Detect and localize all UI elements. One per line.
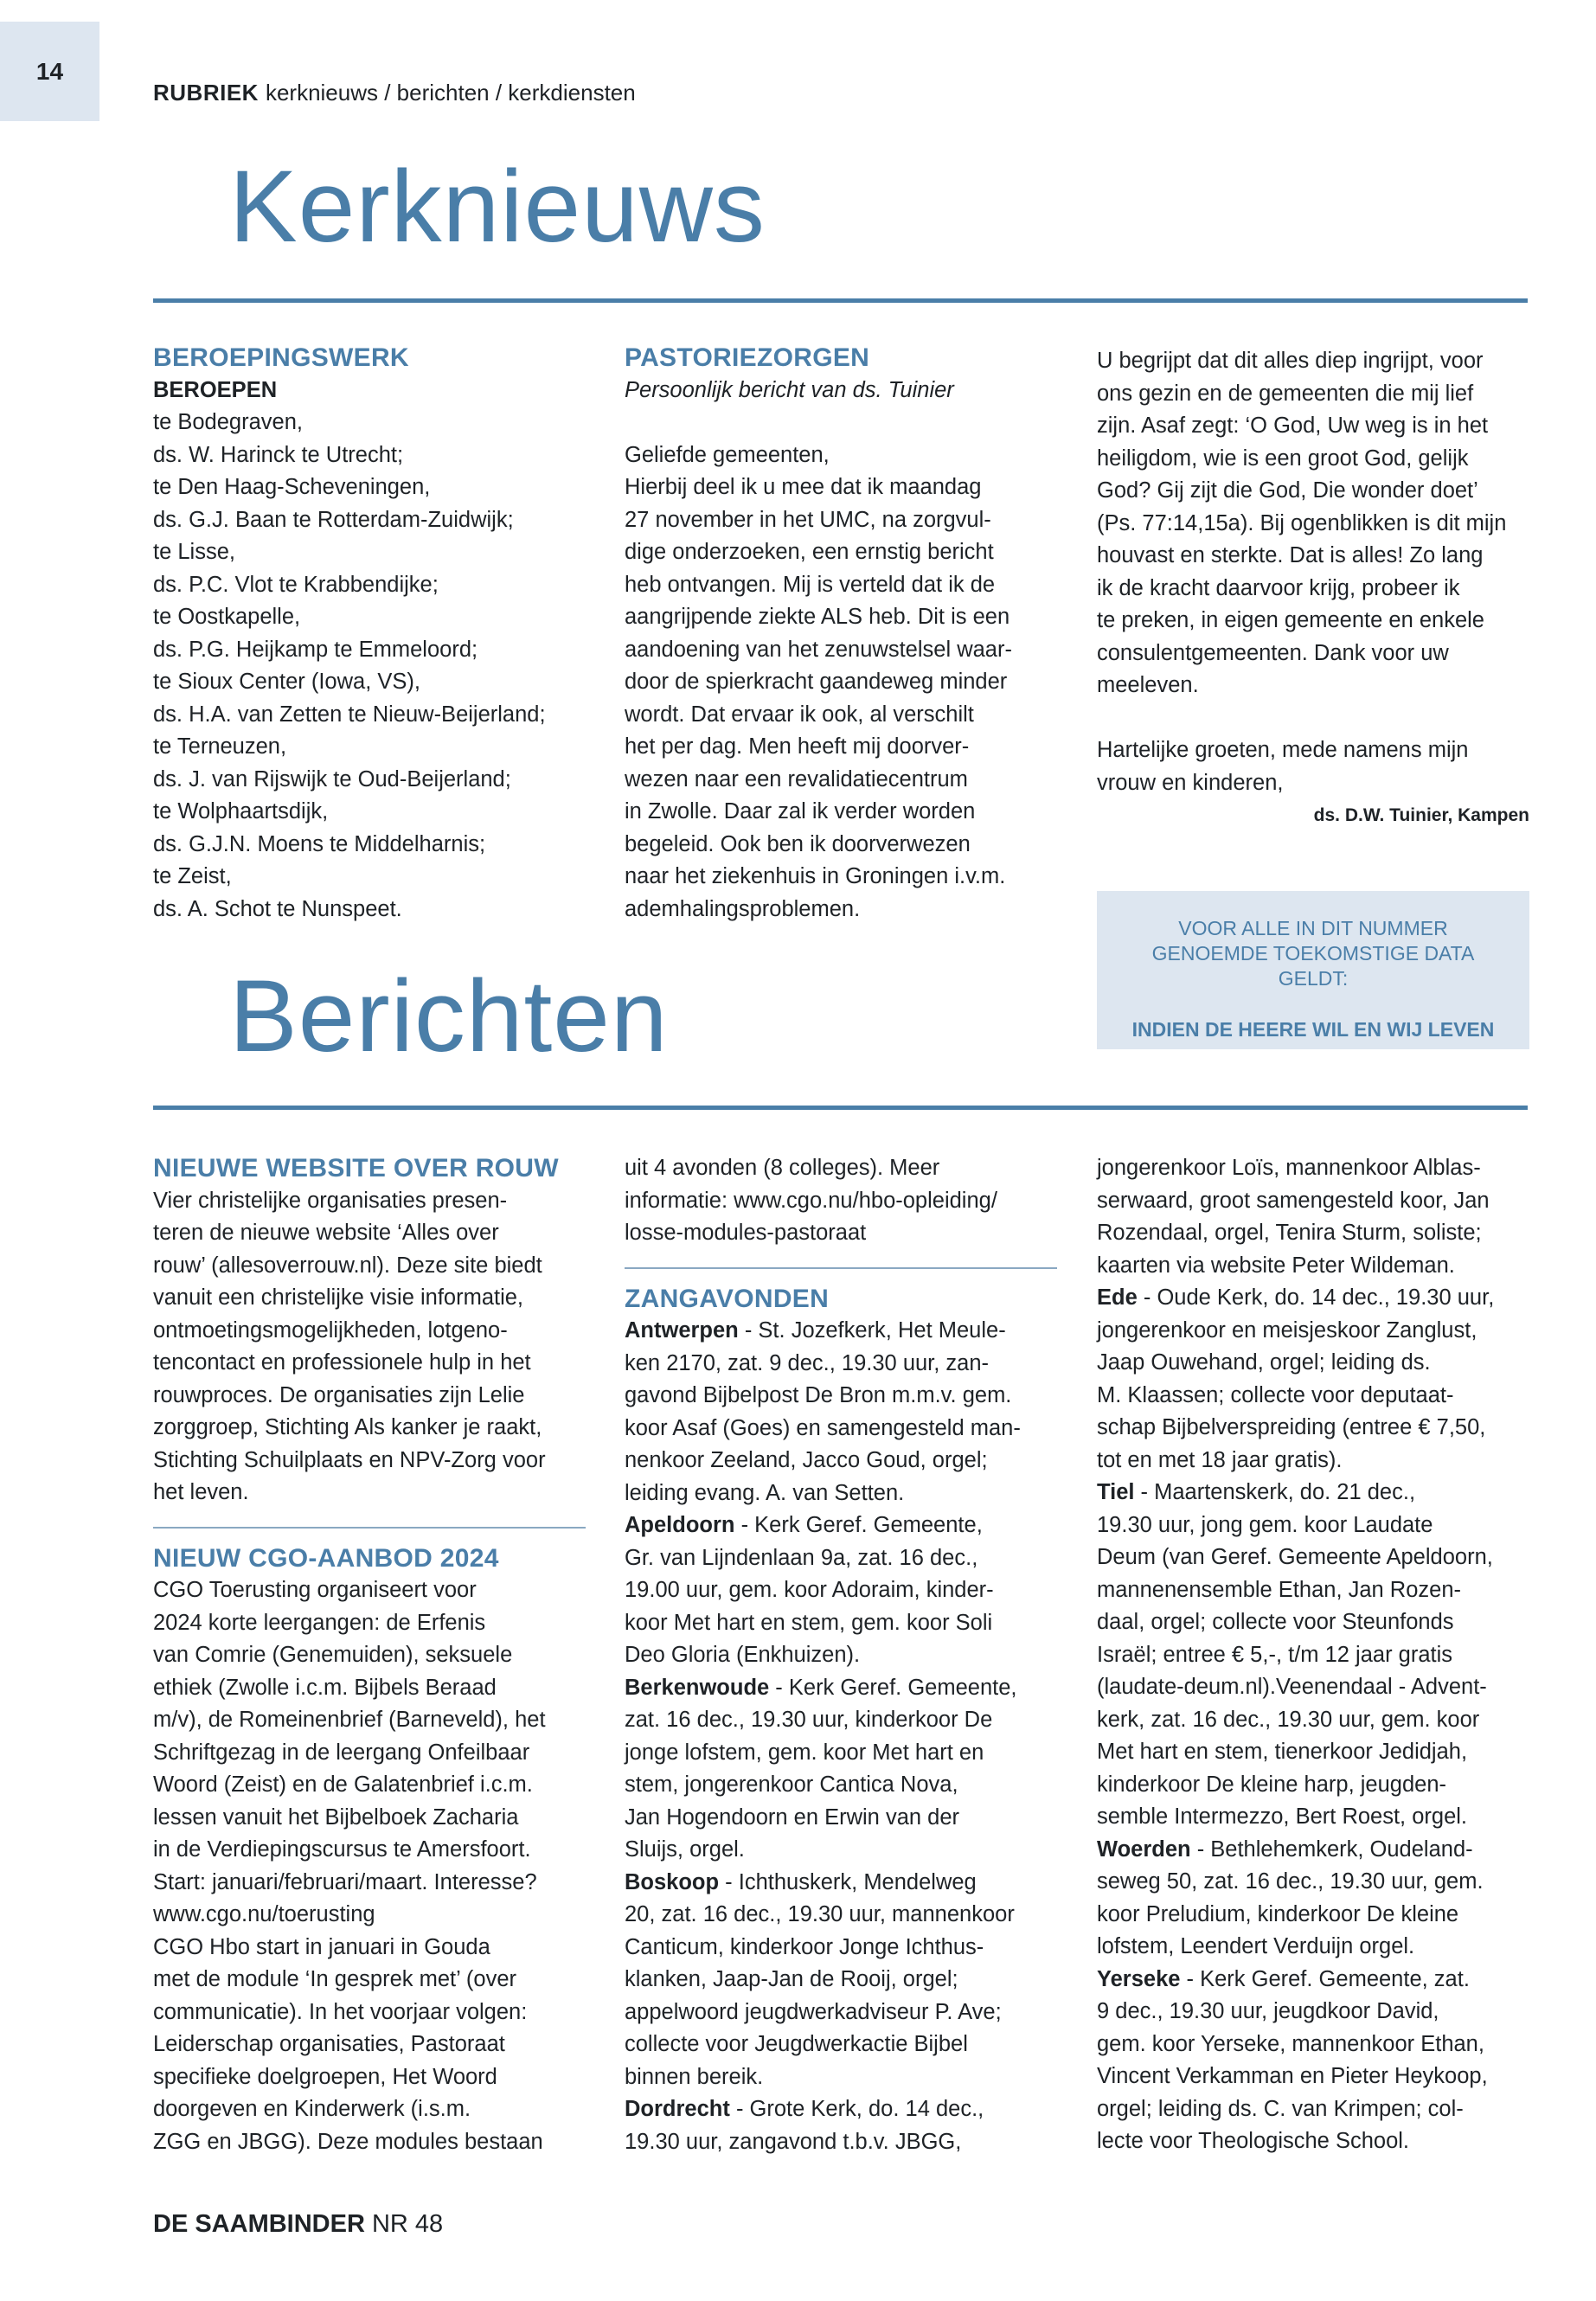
text-line: rouw’ (allesoverrouw.nl). Deze site biedt <box>153 1253 542 1278</box>
text-line <box>1097 1671 1529 1704</box>
text-line: Vier christelijke organisaties presen- <box>153 1188 508 1213</box>
beroep-line: te Lisse, <box>153 540 235 564</box>
beroepingswerk-column <box>153 342 586 926</box>
text-line: ethiek (Zwolle i.c.m. Bijbels Beraad <box>153 1675 497 1700</box>
text-line <box>1097 1931 1529 1964</box>
text-line <box>1097 1477 1529 1509</box>
text-line <box>625 2093 1057 2126</box>
text-line: heiligdom, wie is een groot God, gelijk <box>1097 445 1469 471</box>
text-line: ons gezin en de gemeenten die mij lief <box>1097 381 1474 406</box>
text-line: doorgeven en Kinderwerk (i.s.m. <box>153 2097 471 2121</box>
line-text: kinderkoor De kleine harp, jeugden- <box>1097 1772 1446 1797</box>
rubriek-path: kerknieuws / berichten / kerkdiensten <box>265 80 636 106</box>
text-line: aangrijpende ziekte ALS heb. Dit is een <box>625 605 1010 629</box>
text-line <box>625 1672 1057 1705</box>
text-line <box>625 1574 1057 1607</box>
line-text: Jaap Ouwehand, orgel; leiding ds. <box>1097 1350 1431 1375</box>
text-line: ademhalingsproblemen. <box>625 896 861 921</box>
line-text: - St. Jozefkerk, Het Meule- <box>738 1318 1006 1343</box>
line-text: tot en met 18 jaar gratis). <box>1097 1447 1343 1472</box>
line-text: stem, jongerenkoor Cantica Nova, <box>625 1772 958 1797</box>
text-line <box>1097 1380 1529 1413</box>
line-text: Jan Hogendoorn en Erwin van der <box>625 1804 959 1830</box>
footer <box>153 2210 443 2239</box>
text-line: informatie: www.cgo.nu/hbo-opleiding/ <box>625 1188 997 1213</box>
text-line: dige onderzoeken, een ernstig bericht <box>625 540 994 564</box>
line-text: gavond Bijbelpost De Bron m.m.v. gem. <box>625 1383 1012 1407</box>
text-line: naar het ziekenhuis in Groningen i.v.m. <box>625 864 1006 888</box>
text-line <box>1097 1217 1529 1250</box>
line-text: 9 dec., 19.30 uur, jeugdkoor David, <box>1097 1999 1439 2023</box>
cgo-continued-body <box>625 1152 1057 1250</box>
text-line: wezen naar een revalidatiecentrum <box>625 766 968 792</box>
signature: ds. D.W. Tuinier, Kampen <box>1313 805 1529 825</box>
beroep-line: te Zeist, <box>153 864 232 888</box>
text-line <box>1097 2061 1529 2093</box>
text-line <box>625 1997 1057 2029</box>
text-line: 27 november in het UMC, na zorgvul- <box>625 507 991 532</box>
line-text: Deo Gloria (Enkhuizen). <box>625 1643 861 1667</box>
text-line: wordt. Dat ervaar ik ook, al verschilt <box>625 702 974 727</box>
cgo-body <box>153 1574 586 2158</box>
text-line <box>1097 1996 1529 2029</box>
line-text: lecte voor Theologische School. <box>1097 2129 1409 2153</box>
beroep-line: te Den Haag-Scheveningen, <box>153 475 431 499</box>
text-line: (Ps. 77:14,15a). Bij ogenblikken is dit mijn <box>1097 510 1507 535</box>
line-text: ken 2170, zat. 9 dec., 19.30 uur, zan- <box>625 1350 990 1375</box>
line-text: zat. 16 dec., 19.30 uur, kinderkoor De <box>625 1708 993 1732</box>
beroep-line: te Oostkapelle, <box>153 605 301 629</box>
text-line <box>625 1867 1057 1900</box>
text-line: houvast en sterkte. Dat is alles! Zo lang <box>1097 543 1484 567</box>
line-text: lofstem, Leendert Verduijn orgel. <box>1097 1934 1415 1958</box>
line-text: M. Klaassen; collecte voor deputaat- <box>1097 1382 1454 1407</box>
text-line <box>1097 1282 1529 1315</box>
text-line: ik de kracht daarvoor krijg, probeer ik <box>1097 575 1460 600</box>
line-text: - Maartenskerk, do. 21 dec., <box>1134 1480 1416 1504</box>
text-line <box>1097 1834 1529 1867</box>
text-line <box>625 1737 1057 1770</box>
text-line <box>625 1477 1057 1510</box>
line-text: - Ichthuskerk, Mendelweg <box>719 1869 977 1894</box>
text-line <box>1097 2125 1529 2158</box>
beroep-line: ds. H.A. van Zetten te Nieuw-Beijerland; <box>153 702 546 727</box>
beroep-line: te Wolphaartsdijk, <box>153 799 329 824</box>
text-line: U begrijpt dat dit alles diep ingrijpt, voor <box>1097 349 1484 373</box>
text-line: vanuit een christelijke visie informatie, <box>153 1285 524 1310</box>
text-line <box>625 1802 1057 1835</box>
text-line <box>1097 1704 1529 1737</box>
text-line <box>1097 1445 1529 1477</box>
line-text: nenkoor Zeeland, Jacco Goud, orgel; <box>625 1448 988 1472</box>
text-line <box>1097 1185 1529 1218</box>
place-name: Tiel <box>1097 1480 1135 1504</box>
text-line: vrouw en kinderen, <box>1097 770 1284 795</box>
kerknieuws-rule <box>153 298 1528 303</box>
text-line: van Comrie (Genemuiden), seksuele <box>153 1643 513 1667</box>
pastoriezorgen-heading: PASTORIEZORGEN <box>625 343 870 372</box>
line-text: jongerenkoor Loïs, mannenkoor Alblas- <box>1097 1156 1481 1180</box>
line-text: orgel; leiding ds. C. van Krimpen; col- <box>1097 2096 1464 2121</box>
zangavonden-body <box>625 1315 1057 2158</box>
rubriek-label: RUBRIEK <box>153 80 259 106</box>
text-line: door de spierkracht gaandeweg minder <box>625 670 1008 694</box>
text-line: aandoening van het zenuwstelsel waar- <box>625 637 1012 662</box>
text-line <box>1097 1866 1529 1899</box>
line-text: appelwoord jeugdwerkadviseur P. Ave; <box>625 1999 1002 2024</box>
text-line: rouwproces. De organisaties zijn Lelie <box>153 1382 525 1407</box>
text-line <box>1097 1152 1529 1185</box>
text-line: 2024 korte leergangen: de Erfenis <box>153 1610 486 1635</box>
line-text: Vincent Verkamman en Pieter Heykoop, <box>1097 2064 1488 2088</box>
pastoriezorgen-continued-body <box>1097 345 1529 702</box>
text-line <box>625 2029 1057 2061</box>
beroep-line: ds. W. Harinck te Utrecht; <box>153 442 404 467</box>
line-text: koor Asaf (Goes) en samengesteld man- <box>625 1415 1021 1440</box>
text-line <box>625 1445 1057 1477</box>
text-line: www.cgo.nu/toerusting <box>153 1902 375 1926</box>
line-text: Gr. van Lijndenlaan 9a, zat. 16 dec., <box>625 1545 978 1570</box>
text-line: ZGG en JBGG). Deze modules bestaan <box>153 2129 543 2154</box>
text-line: communicatie). In het voorjaar volgen: <box>153 1999 528 2024</box>
beroepen-list <box>153 407 586 926</box>
line-text: 20, zat. 16 dec., 19.30 uur, mannenkoor <box>625 1902 1015 1926</box>
website-rouw-body <box>153 1185 586 1509</box>
text-line <box>1097 1801 1529 1834</box>
line-text: (laudate-deum.nl).Veenendaal - Advent- <box>1097 1675 1487 1699</box>
place-name: Yerseke <box>1097 1966 1181 1991</box>
text-line: met de module ‘In gesprek met’ (over <box>153 1967 516 1991</box>
text-line <box>625 1348 1057 1381</box>
cgo-heading: NIEUW CGO-AANBOD 2024 <box>153 1543 499 1573</box>
divider <box>153 1527 586 1529</box>
page-number: 14 <box>0 22 99 121</box>
text-line <box>625 2061 1057 2094</box>
line-text: jongerenkoor en meisjeskoor Zanglust, <box>1097 1317 1477 1343</box>
place-name: Dordrecht <box>625 2097 730 2121</box>
line-text: Met hart en stem, tienerkoor Jedidjah, <box>1097 1740 1468 1764</box>
berichten-column-3 <box>1097 1152 1529 2158</box>
line-text: binnen bereik. <box>625 2064 764 2089</box>
text-line <box>625 2126 1057 2159</box>
divider <box>625 1267 1057 1269</box>
line-text: schap Bijbelverspreiding (entree € 7,50, <box>1097 1415 1486 1439</box>
line-text: leiding evang. A. van Setten. <box>625 1480 905 1505</box>
text-line <box>1097 2093 1529 2126</box>
beroepingswerk-heading: BEROEPINGSWERK <box>153 343 409 372</box>
text-line <box>1097 1315 1529 1348</box>
berichten-column-2 <box>625 1152 1057 2158</box>
line-text: 19.00 uur, gem. koor Adoraim, kinder- <box>625 1578 994 1602</box>
line-text: - Grote Kerk, do. 14 dec., <box>729 2097 984 2121</box>
text-line: meeleven. <box>1097 673 1199 697</box>
text-line: zorggroep, Stichting Als kanker je raakt, <box>153 1415 542 1439</box>
place-name: Boskoop <box>625 1869 720 1894</box>
text-line <box>625 1834 1057 1867</box>
line-text: 19.30 uur, zangavond t.b.v. JBGG, <box>625 2129 962 2154</box>
line-text: Israël; entree € 5,-, t/m 12 jaar gratis <box>1097 1642 1453 1667</box>
text-line <box>625 1380 1057 1413</box>
text-line <box>1097 1509 1529 1542</box>
text-line <box>1097 1574 1529 1607</box>
place-name: Apeldoorn <box>625 1513 735 1537</box>
berichten-column-1 <box>153 1152 586 2158</box>
text-line: uit 4 avonden (8 colleges). Meer <box>625 1156 940 1180</box>
publication-name: DE SAAMBINDER <box>153 2210 365 2238</box>
text-line <box>625 1932 1057 1965</box>
text-line <box>625 1315 1057 1348</box>
text-line <box>1097 1639 1529 1672</box>
text-line: CGO Toerusting organiseert voor <box>153 1578 477 1602</box>
text-line: m/v), de Romeinenbrief (Barneveld), het <box>153 1708 546 1732</box>
text-line <box>1097 1964 1529 1997</box>
text-line: lessen vanuit het Bijbelboek Zacharia <box>153 1804 519 1830</box>
beroep-line: ds. G.J. Baan te Rotterdam-Zuidwijk; <box>153 507 514 532</box>
beroep-line: ds. J. van Rijswijk te Oud-Beijerland; <box>153 766 511 792</box>
text-line: consulentgemeenten. Dank voor uw <box>1097 640 1449 665</box>
line-text: semble Intermezzo, Bert Roest, orgel. <box>1097 1804 1468 1829</box>
text-line <box>1097 1347 1529 1380</box>
line-text: gem. koor Yerseke, mannenkoor Ethan, <box>1097 2031 1484 2056</box>
line-text: kaarten via website Peter Wildeman. <box>1097 1253 1455 1278</box>
text-line: begeleid. Ook ben ik doorverwezen <box>625 831 971 856</box>
text-line: Woord (Zeist) en de Galatenbrief i.c.m. <box>153 1772 533 1797</box>
place-name: Berkenwoude <box>625 1675 770 1700</box>
text-line: Geliefde gemeenten, <box>625 442 830 467</box>
line-text: collecte voor Jeugdwerkactie Bijbel <box>625 2032 968 2056</box>
text-line <box>625 1704 1057 1737</box>
text-line <box>625 1413 1057 1445</box>
text-line <box>625 1964 1057 1997</box>
place-name: Woerden <box>1097 1836 1191 1862</box>
text-line <box>625 1639 1057 1672</box>
place-name: Antwerpen <box>625 1318 739 1343</box>
text-line <box>625 1899 1057 1932</box>
text-line: losse-modules-pastoraat <box>625 1221 867 1245</box>
rubriek-header <box>153 80 636 106</box>
text-line: te preken, in eigen gemeente en enkele <box>1097 608 1484 632</box>
notice-line1: VOOR ALLE IN DIT NUMMER GENOEMDE TOEKOMSTIGE DATA GELDT: <box>1151 917 1475 990</box>
line-text: daal, orgel; collecte voor Steunfonds <box>1097 1610 1454 1634</box>
text-line: zijn. Asaf zegt: ‘O God, Uw weg is in het <box>1097 413 1489 438</box>
beroep-line: te Sioux Center (Iowa, VS), <box>153 670 420 694</box>
zangavonden-continued-body <box>1097 1152 1529 2158</box>
text-line: in de Verdiepingscursus te Amersfoort. <box>153 1837 531 1862</box>
text-line <box>1097 1606 1529 1639</box>
place-name: Ede <box>1097 1285 1138 1310</box>
text-line <box>1097 1541 1529 1574</box>
pastoriezorgen-body <box>625 439 1057 926</box>
line-text: Canticum, kinderkoor Jonge Ichthus- <box>625 1934 984 1959</box>
text-line: specifieke doelgroepen, Het Woord <box>153 2064 497 2089</box>
text-line <box>1097 2029 1529 2061</box>
berichten-title: Berichten <box>229 959 669 1074</box>
text-line: tencontact en professionele hulp in het <box>153 1350 531 1375</box>
line-text: koor Preludium, kinderkoor De kleine <box>1097 1901 1459 1926</box>
text-line <box>1097 1412 1529 1445</box>
zangavonden-heading: ZANGAVONDEN <box>625 1284 830 1313</box>
line-text: Rozendaal, orgel, Tenira Sturm, soliste; <box>1097 1221 1482 1245</box>
text-line: het per dag. Men heeft mij doorver- <box>625 734 970 759</box>
text-line: Hierbij deel ik u mee dat ik maandag <box>625 475 982 499</box>
kerknieuws-title: Kerknieuws <box>229 150 766 264</box>
pastoriezorgen-continued <box>1097 345 1529 832</box>
text-line <box>1097 1250 1529 1283</box>
line-text: kerk, zat. 16 dec., 19.30 uur, gem. koor <box>1097 1707 1480 1732</box>
line-text: serwaard, groot samengesteld koor, Jan <box>1097 1188 1490 1213</box>
text-line: God? Gij zijt die God, Die wonder doet’ <box>1097 478 1478 503</box>
text-line <box>625 1509 1057 1542</box>
text-line <box>625 1542 1057 1575</box>
beroep-line: ds. A. Schot te Nunspeet. <box>153 896 402 921</box>
text-line <box>625 1769 1057 1802</box>
line-text: mannenensemble Ethan, Jan Rozen- <box>1097 1577 1462 1602</box>
text-line: CGO Hbo start in januari in Gouda <box>153 1934 490 1959</box>
line-text: - Bethlehemkerk, Oudeland- <box>1190 1836 1473 1862</box>
text-line: Start: januari/februari/maart. Interesse? <box>153 1869 537 1894</box>
text-line: teren de nieuwe website ‘Alles over <box>153 1221 499 1245</box>
line-text: koor Met hart en stem, gem. koor Soli <box>625 1610 993 1635</box>
text-line <box>1097 1769 1529 1802</box>
pastoriezorgen-closing <box>1097 734 1529 799</box>
text-line <box>625 1607 1057 1640</box>
text-line: Hartelijke groeten, mede namens mijn <box>1097 738 1469 762</box>
text-line: in Zwolle. Daar zal ik verder worden <box>625 799 976 824</box>
text-line: het leven. <box>153 1480 249 1504</box>
text-line <box>1097 1736 1529 1769</box>
line-text: - Kerk Geref. Gemeente, zat. <box>1180 1966 1470 1991</box>
text-line: heb ontvangen. Mij is verteld dat ik de <box>625 572 996 597</box>
line-text: jonge lofstem, gem. koor Met hart en <box>625 1740 984 1765</box>
beroep-line: te Bodegraven, <box>153 410 303 434</box>
issue-number: NR 48 <box>371 2210 444 2238</box>
text-line: Schriftgezag in de leergang Onfeilbaar <box>153 1740 530 1765</box>
line-text: - Oude Kerk, do. 14 dec., 19.30 uur, <box>1137 1285 1495 1310</box>
line-text: Deum (van Geref. Gemeente Apeldoorn, <box>1097 1545 1493 1569</box>
text-line <box>1097 1899 1529 1932</box>
website-rouw-heading: NIEUWE WEBSITE OVER ROUW <box>153 1154 559 1183</box>
beroep-line: te Terneuzen, <box>153 734 287 759</box>
line-text: - Kerk Geref. Gemeente, <box>734 1513 983 1537</box>
line-text: seweg 50, zat. 16 dec., 19.30 uur, gem. <box>1097 1869 1484 1894</box>
beroep-line: ds. G.J.N. Moens te Middelharnis; <box>153 831 486 856</box>
text-line: Leiderschap organisaties, Pastoraat <box>153 2032 505 2056</box>
notice-box <box>1097 891 1529 1049</box>
beroep-line: ds. P.G. Heijkamp te Emmeloord; <box>153 637 478 662</box>
line-text: klanken, Jaap-Jan de Rooij, orgel; <box>625 1967 958 1991</box>
text-line: ontmoetingsmogelijkheden, lotgeno- <box>153 1317 508 1343</box>
line-text: 19.30 uur, jong gem. koor Laudate <box>1097 1512 1433 1537</box>
berichten-rule <box>153 1106 1528 1110</box>
beroepen-subheading: BEROEPEN <box>153 377 278 402</box>
pastoriezorgen-column <box>625 342 1057 926</box>
notice-line2: INDIEN DE HEERE WIL EN WIJ LEVEN <box>1131 1018 1495 1041</box>
beroep-line: ds. P.C. Vlot te Krabbendijke; <box>153 572 439 597</box>
text-line: Stichting Schuilplaats en NPV-Zorg voor <box>153 1447 546 1472</box>
pastoriezorgen-subtitle: Persoonlijk bericht van ds. Tuinier <box>625 377 954 402</box>
line-text: Sluijs, orgel. <box>625 1837 745 1862</box>
line-text: - Kerk Geref. Gemeente, <box>769 1675 1017 1700</box>
